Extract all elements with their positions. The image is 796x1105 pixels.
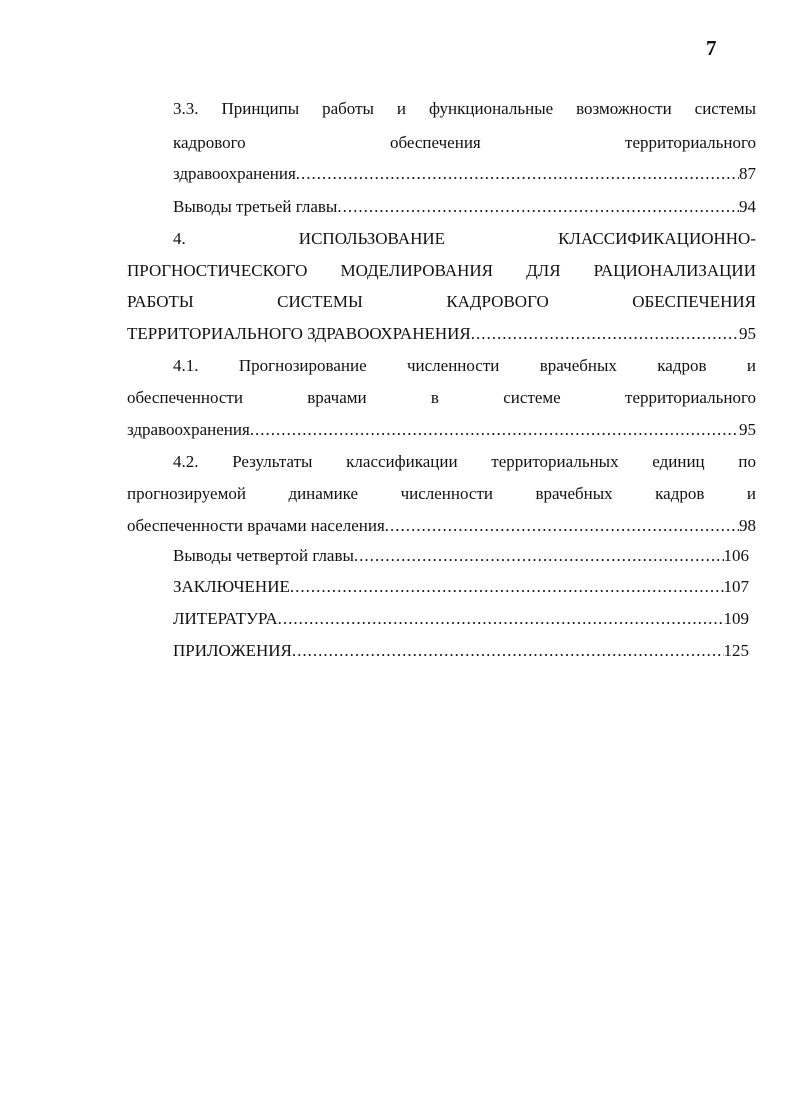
entry-text: ЛИТЕРАТУРА	[173, 609, 278, 628]
word: РАБОТЫ	[127, 292, 194, 311]
word: ОБЕСПЕЧЕНИЯ	[632, 292, 756, 311]
word: кадрового	[173, 133, 246, 152]
word: обеспечения	[389, 133, 481, 152]
word: Прогнозирование	[238, 356, 367, 375]
word: кадров	[655, 484, 705, 503]
word: численности	[400, 484, 493, 503]
word: работы	[322, 99, 374, 118]
entry-text: ПРИЛОЖЕНИЯ	[173, 641, 292, 660]
word: по	[738, 452, 756, 471]
word: территориального	[625, 133, 756, 152]
section-number: 4.1.	[173, 356, 199, 375]
entry-page: 109	[723, 609, 749, 628]
entry-text: здравоохранения	[173, 164, 296, 183]
leader-dots	[250, 416, 739, 444]
word: Принципы	[221, 99, 300, 118]
section-number: 4.2.	[173, 452, 199, 471]
word: врачебных	[539, 356, 617, 375]
leader-dots	[278, 605, 724, 633]
word: функциональные	[428, 99, 554, 118]
word: и	[746, 356, 756, 375]
leader-dots	[471, 320, 739, 348]
leader-dots	[290, 573, 724, 601]
page-number: 7	[706, 36, 717, 60]
toc-entry-4-1-line-2	[127, 384, 756, 412]
entry-page: 87	[739, 164, 756, 183]
toc-entry-ch4-line-4	[127, 320, 756, 348]
word: прогнозируемой	[127, 484, 246, 503]
word: ДЛЯ	[526, 261, 561, 280]
word: СИСТЕМЫ	[277, 292, 363, 311]
word: и	[396, 99, 406, 118]
word: системе	[503, 388, 561, 407]
toc-entry-4-1-line-3	[127, 416, 756, 444]
word: Результаты	[232, 452, 313, 471]
toc-entry-appendix	[173, 637, 749, 665]
leader-dots	[354, 542, 724, 570]
word: единиц	[652, 452, 705, 471]
entry-page: 106	[723, 546, 749, 565]
word: ПРОГНОСТИЧЕСКОГО	[127, 261, 308, 280]
entry-text: здравоохранения	[127, 420, 250, 439]
toc-entry-conclusion	[173, 573, 749, 601]
toc-entry-4-1-line-1	[173, 352, 756, 380]
word: ИСПОЛЬЗОВАНИЕ	[298, 229, 446, 248]
entry-page: 107	[723, 577, 749, 596]
word: в	[430, 388, 439, 407]
word: численности	[406, 356, 500, 375]
word: врачами	[307, 388, 367, 407]
toc-entry-4-2-line-2	[127, 480, 756, 508]
toc-entry-ch4-line-2	[127, 257, 756, 285]
word: обеспеченности	[127, 388, 243, 407]
entry-page: 94	[739, 197, 756, 216]
entry-text: ТЕРРИТОРИАЛЬНОГО ЗДРАВООХРАНЕНИЯ	[127, 324, 471, 343]
entry-page: 98	[739, 516, 756, 535]
word: территориального	[625, 388, 756, 407]
chapter-number: 4.	[173, 229, 186, 248]
toc-entry-ch4-line-1	[173, 225, 756, 253]
word: кадров	[657, 356, 707, 375]
word: территориальных	[491, 452, 619, 471]
word: КЛАССИФИКАЦИОННО-	[558, 229, 756, 248]
toc-entry-3-3-line-1	[173, 95, 756, 123]
word: динамике	[288, 484, 359, 503]
toc-entry-literature	[173, 605, 749, 633]
toc-entry-4-2-line-3	[127, 512, 756, 540]
entry-page: 125	[723, 641, 749, 660]
word: и	[746, 484, 756, 503]
entry-page: 95	[739, 420, 756, 439]
entry-text: Выводы четвертой главы	[173, 546, 354, 565]
toc-entry-4-2-line-1	[173, 448, 756, 476]
section-number: 3.3.	[173, 99, 199, 118]
entry-page: 95	[739, 324, 756, 343]
word: МОДЕЛИРОВАНИЯ	[340, 261, 494, 280]
word: классификации	[346, 452, 458, 471]
leader-dots	[296, 160, 739, 188]
toc-entry-ch3-summary	[173, 193, 756, 221]
entry-text: обеспеченности врачами населения	[127, 516, 385, 535]
leader-dots	[385, 512, 739, 540]
entry-text: ЗАКЛЮЧЕНИЕ	[173, 577, 290, 596]
toc-entry-3-3-line-3	[173, 160, 756, 188]
word: КАДРОВОГО	[446, 292, 549, 311]
toc-entry-ch4-summary	[173, 542, 749, 570]
word: возможности	[576, 99, 672, 118]
leader-dots	[292, 637, 724, 665]
toc-entry-ch4-line-3	[127, 288, 756, 316]
entry-text: Выводы третьей главы	[173, 197, 338, 216]
word: врачебных	[535, 484, 613, 503]
word: системы	[694, 99, 756, 118]
word: РАЦИОНАЛИЗАЦИИ	[593, 261, 756, 280]
toc-entry-3-3-line-2	[173, 129, 756, 157]
leader-dots	[337, 193, 739, 221]
